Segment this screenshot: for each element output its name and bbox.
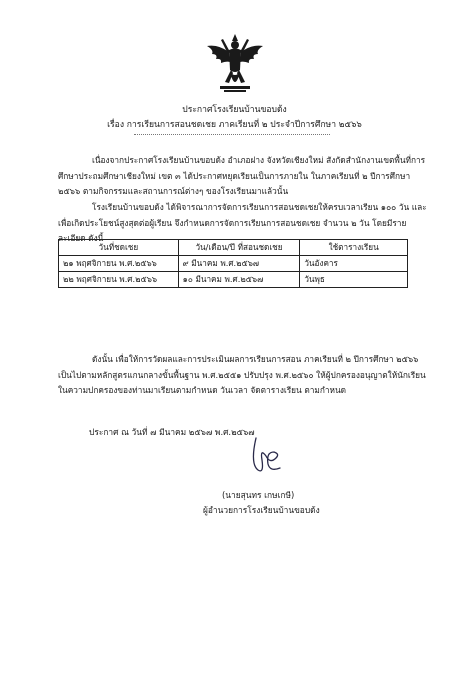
announcement-title: ประกาศโรงเรียนบ้านขอบด้ง	[182, 105, 287, 115]
table-cell: วันพุธ	[300, 272, 408, 288]
table-row	[59, 256, 408, 272]
table-header-cell: ใช้ตารางเรียน	[300, 240, 408, 256]
table-cell: ๒๑ พฤศจิกายน พ.ศ.๒๕๖๖	[59, 256, 179, 272]
garuda-emblem-icon	[204, 32, 266, 98]
table-cell: วันอังคาร	[300, 256, 408, 272]
paragraph-2: โรงเรียนบ้านขอบด้ง ได้พิจารณาการจัดการเรียนการสอนชดเชยให้ครบเวลาเรียน ๑๐๐ วัน และเพื่อเกิดประโยชน์สูงสุดต่อผู้เรียน จึงกำหนดการจัดการเรียนการสอนชดเชย จำนวน ๒ วัน โดยมีรายละเอียด ดังนี้	[58, 202, 427, 243]
divider	[134, 134, 330, 135]
announcement-date: ประกาศ ณ วันที่ ๗ มีนาคม ๒๕๖๗ พ.ศ.๒๕๖๗	[89, 427, 255, 437]
signatory-name: (นายสุนทร เกษเกษี)	[222, 490, 295, 500]
signature-mark	[246, 434, 286, 478]
table-cell: ๒๒ พฤศจิกายน พ.ศ.๒๕๖๖	[59, 272, 179, 288]
paragraph-3: ดังนั้น เพื่อให้การวัดผลและการประเมินผลการเรียนการสอน ภาคเรียนที่ ๒ ปีการศึกษา ๒๕๖๖ เป็นไปตามหลักสูตรแกนกลางขั้นพื้นฐาน พ.ศ.๒๕๕๑ ปรับปรุง พ.ศ.๒๕๖๐ ให้ผู้ปกครองอนุญาตให้นักเรียนในความปกครองของท่านมาเรียนตามกำหนด วันเวลา จัดตารางเรียน ตามกำหนด	[58, 354, 426, 395]
signatory-position: ผู้อำนวยการโรงเรียนบ้านขอบด้ง	[203, 505, 320, 515]
table-header-row	[59, 240, 408, 256]
table-cell: ๙ มีนาคม พ.ศ.๒๕๖๗	[178, 256, 300, 272]
table-header-cell: วันที่ชดเชย	[59, 240, 179, 256]
announcement-subject: เรื่อง การเรียนการสอนชดเชย ภาคเรียนที่ ๒ ประจำปีการศึกษา ๒๕๖๖	[107, 120, 362, 130]
schedule-table	[58, 239, 408, 288]
table-header-cell: วัน/เดือน/ปี ที่สอนชดเชย	[178, 240, 300, 256]
table-row	[59, 272, 408, 288]
table-cell: ๑๐ มีนาคม พ.ศ.๒๕๖๗	[178, 272, 300, 288]
paragraph-1: เนื่องจากประกาศโรงเรียนบ้านขอบด้ง อำเภอฝาง จังหวัดเชียงใหม่ สังกัดสำนักงานเขตพื้นที่การศึกษาประถมศึกษาเชียงใหม่ เขต ๓ ได้ประกาศหยุดเรียนเป็นการภายใน ในภาคเรียนที่ ๒ ปีการศึกษา ๒๕๖๖ ตามกิจกรรมและสถานการณ์ต่างๆ ของโรงเรียนมาแล้วนั้น	[58, 155, 426, 196]
